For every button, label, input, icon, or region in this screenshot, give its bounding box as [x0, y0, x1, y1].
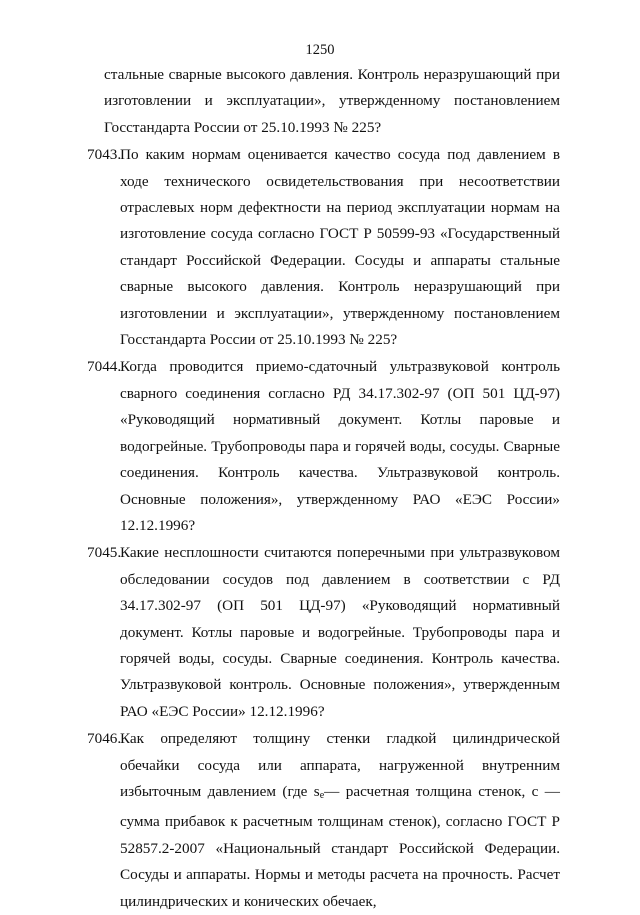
continuation-paragraph: стальные сварные высокого давления. Контроль неразрушающий при изготовлении и эксплуатации», утвержденному постановлением Госстандарта России от 25.10.1993 № 225?	[104, 66, 560, 136]
question-text: Когда проводится приемо-сдаточный ультразвуковой контроль сварного соединения согласно РД 34.17.302-97 (ОП 501 ЦД-97) «Руководящий нормативный документ. Котлы паровые и водогрейные. Трубопроводы пара и горячей воды, сосуды. Сварные соединения. Контроль качества. Ультразвуковой контроль. Основные положения», утвержденному РАО «ЕЭС России» 12.12.1996?	[120, 358, 560, 534]
question-7046	[88, 726, 560, 915]
question-text: Какие несплошности считаются поперечными при ультразвуковом обследовании сосудов под давлением в соответствии с РД 34.17.302-97 (ОП 501 ЦД-97) «Руководящий нормативный документ. Котлы паровые и водогрейные. Трубопроводы пара и горячей воды, сосуды. Сварные соединения. Контроль качества. Ультразвуковой контроль. Основные положения», утвержденным РАО «ЕЭС России» 12.12.1996?	[120, 544, 560, 720]
question-number: 7046.	[87, 730, 122, 748]
symbol-subscript: e	[319, 789, 325, 801]
question-7043	[88, 142, 560, 353]
question-text	[120, 726, 560, 915]
page-number: 1250	[305, 42, 335, 58]
question-text-part: — расчетная толщина стенок, с — сумма прибавок к расчетным толщинам стенок), согласно ГОСТ Р 52857.2-2007 «Национальный стандарт Российской Федерации. Сосуды и аппараты. Нормы и методы расчета на прочность. Расчет цилиндрических и конических обечаек,	[120, 782, 560, 910]
question-number: 7045.	[87, 544, 122, 562]
question-7044	[88, 354, 560, 539]
document-body	[88, 62, 560, 915]
question-number: 7044.	[87, 358, 122, 376]
question-number: 7043.	[87, 146, 122, 164]
question-text-part: Как определяют толщину стенки гладкой цилиндрической обечайки сосуда или аппарата, нагруженной внутренним избыточным давлением (где s	[120, 730, 560, 800]
question-text: По каким нормам оценивается качество сосуда под давлением в ходе технического освидетельствования при несоответствии отраслевых норм дефектности на период эксплуатации нормам на изготовление сосуда согласно ГОСТ Р 50599-93 «Государственный стандарт Российской Федерации. Сосуды и аппараты стальные сварные высокого давления. Контроль неразрушающий при изготовлении и эксплуатации», утвержденному постановлением Госстандарта России от 25.10.1993 № 225?	[120, 146, 560, 349]
question-7045	[88, 540, 560, 725]
